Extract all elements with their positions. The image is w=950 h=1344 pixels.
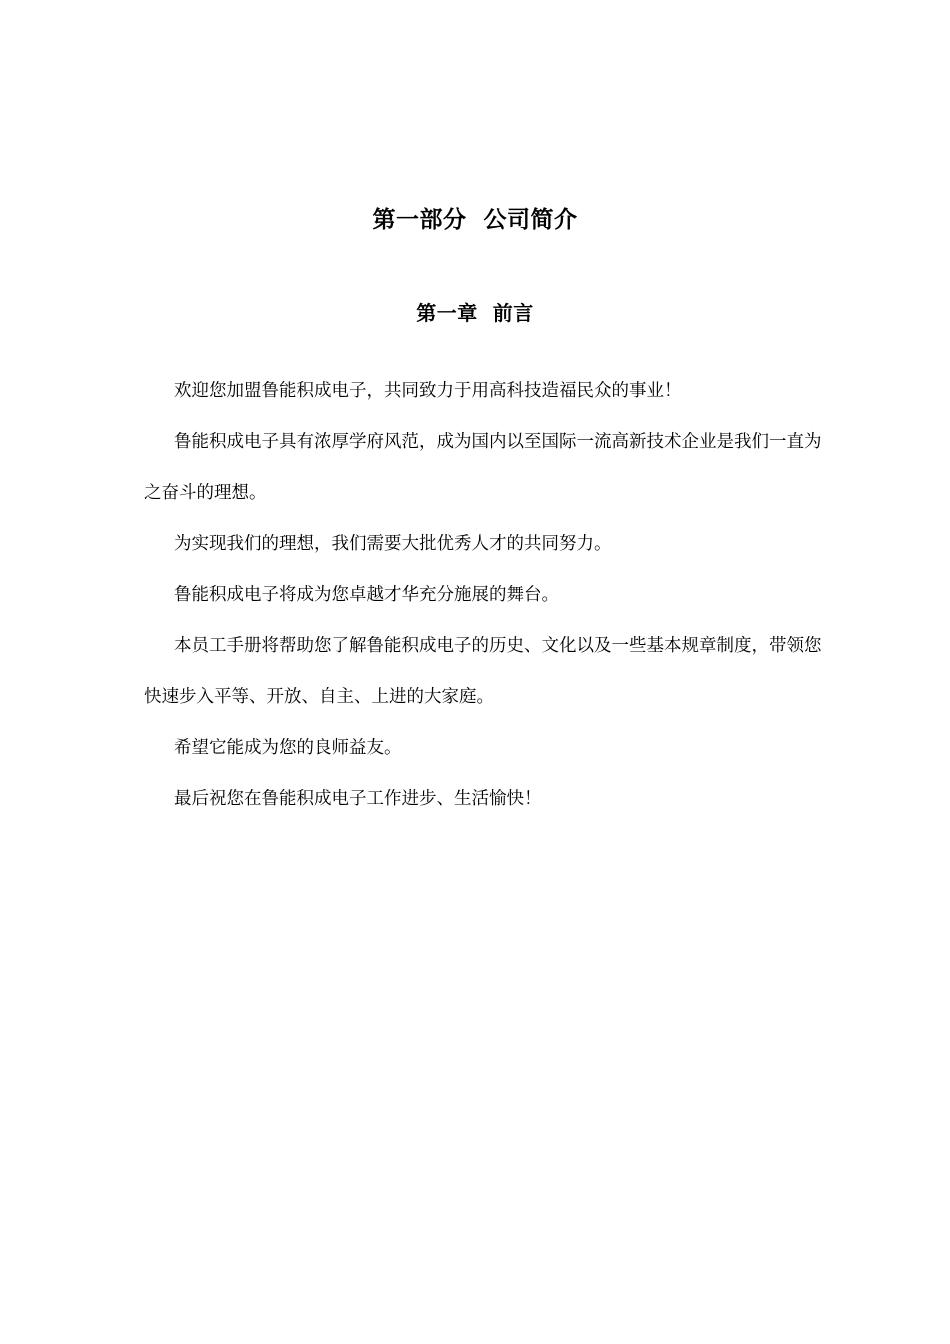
chapter-title: 第一章 前言 [416,301,534,325]
paragraph-welcome: 欢迎您加盟鲁能积成电子，共同致力于用高科技造福民众的事业！ [174,381,682,401]
body-text [144,366,824,825]
paragraph-talent: 为实现我们的理想，我们需要大批优秀人才的共同努力。 [174,534,612,554]
paragraph-mentor: 希望它能成为您的良师益友。 [174,738,402,758]
paragraph-handbook: 本员工手册将帮助您了解鲁能积成电子的历史、文化以及一些基本规章制度，带领您快速步入平等、开放、自主、上进的大家庭。 [144,636,822,707]
part-title: 第一部分 公司简介 [372,207,578,233]
paragraph-wishes: 最后祝您在鲁能积成电子工作进步、生活愉快！ [174,789,542,809]
paragraph-stage: 鲁能积成电子将成为您卓越才华充分施展的舞台。 [174,585,559,605]
paragraph-ideal: 鲁能积成电子具有浓厚学府风范，成为国内以至国际一流高新技术企业是我们一直为之奋斗的理想。 [144,432,822,503]
